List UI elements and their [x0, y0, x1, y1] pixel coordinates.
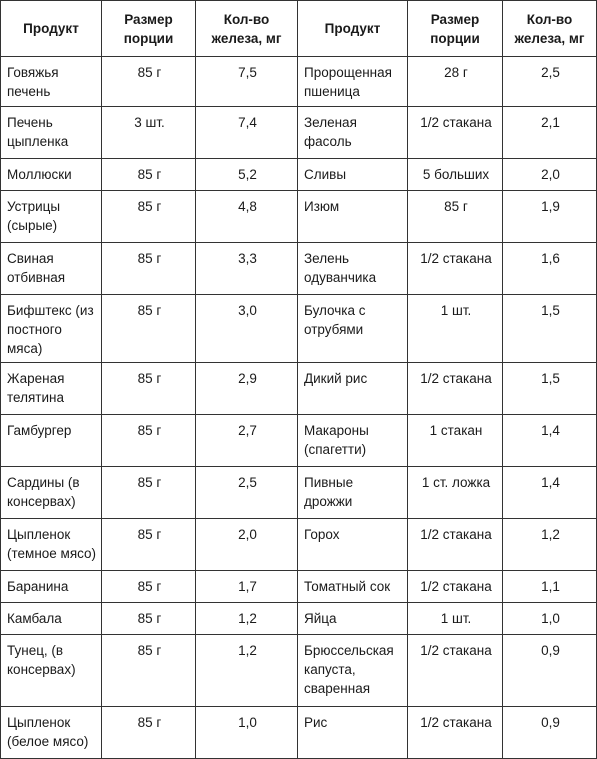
table-row	[1, 519, 597, 571]
product-cell: Тунец, (в консервах)	[1, 635, 102, 707]
portion-cell: 1/2 стакана	[408, 107, 503, 159]
iron-cell: 0,9	[503, 707, 597, 759]
iron-cell: 1,2	[503, 519, 597, 571]
portion-cell: 1 шт.	[408, 295, 503, 363]
portion-cell: 1 ст. ложка	[408, 467, 503, 519]
iron-cell: 1,5	[503, 363, 597, 415]
product-cell: Печень цыпленка	[1, 107, 102, 159]
portion-cell: 5 больших	[408, 159, 503, 191]
portion-cell: 85 г	[102, 191, 196, 243]
table-row	[1, 295, 597, 363]
product-cell: Дикий рис	[298, 363, 408, 415]
header-product: Продукт	[298, 1, 408, 57]
portion-cell: 85 г	[102, 571, 196, 603]
portion-cell: 1/2 стакана	[408, 363, 503, 415]
product-cell: Булочка с отрубями	[298, 295, 408, 363]
table-row	[1, 159, 597, 191]
iron-cell: 2,0	[196, 519, 298, 571]
table-row	[1, 467, 597, 519]
portion-cell: 85 г	[102, 467, 196, 519]
product-cell: Брюссельская капуста, сваренная	[298, 635, 408, 707]
iron-cell: 0,9	[503, 635, 597, 707]
product-cell: Цыпленок (темное мясо)	[1, 519, 102, 571]
product-cell: Изюм	[298, 191, 408, 243]
portion-cell: 3 шт.	[102, 107, 196, 159]
iron-cell: 2,9	[196, 363, 298, 415]
header-iron-mg: Кол-во железа, мг	[503, 1, 597, 57]
iron-cell: 1,6	[503, 243, 597, 295]
iron-cell: 1,2	[196, 635, 298, 707]
header-iron-mg: Кол-во железа, мг	[196, 1, 298, 57]
product-cell: Бифштекс (из постного мяса)	[1, 295, 102, 363]
header-product: Продукт	[1, 1, 102, 57]
product-cell: Пивные дрожжи	[298, 467, 408, 519]
portion-cell: 28 г	[408, 57, 503, 107]
iron-cell: 1,4	[503, 415, 597, 467]
iron-cell: 1,9	[503, 191, 597, 243]
table-row	[1, 635, 597, 707]
header-portion-size: Размер порции	[102, 1, 196, 57]
iron-cell: 2,5	[503, 57, 597, 107]
product-cell: Сардины (в консервах)	[1, 467, 102, 519]
portion-cell: 1/2 стакана	[408, 635, 503, 707]
iron-cell: 1,5	[503, 295, 597, 363]
table-row	[1, 571, 597, 603]
product-cell: Горох	[298, 519, 408, 571]
header-row	[1, 1, 597, 57]
iron-cell: 2,0	[503, 159, 597, 191]
portion-cell: 85 г	[102, 295, 196, 363]
product-cell: Гамбургер	[1, 415, 102, 467]
iron-cell: 1,0	[196, 707, 298, 759]
portion-cell: 1/2 стакана	[408, 707, 503, 759]
product-cell: Макароны (спагетти)	[298, 415, 408, 467]
iron-cell: 2,7	[196, 415, 298, 467]
iron-cell: 7,4	[196, 107, 298, 159]
table-row	[1, 363, 597, 415]
iron-cell: 1,7	[196, 571, 298, 603]
portion-cell: 85 г	[102, 363, 196, 415]
product-cell: Моллюски	[1, 159, 102, 191]
table-row	[1, 243, 597, 295]
portion-cell: 85 г	[102, 519, 196, 571]
product-cell: Устрицы (сырые)	[1, 191, 102, 243]
iron-cell: 7,5	[196, 57, 298, 107]
product-cell: Пророщенная пшеница	[298, 57, 408, 107]
portion-cell: 85 г	[102, 707, 196, 759]
product-cell: Яйца	[298, 603, 408, 635]
iron-cell: 1,2	[196, 603, 298, 635]
iron-cell: 4,8	[196, 191, 298, 243]
product-cell: Цыпленок (белое мясо)	[1, 707, 102, 759]
iron-cell: 5,2	[196, 159, 298, 191]
portion-cell: 1 шт.	[408, 603, 503, 635]
iron-cell: 1,1	[503, 571, 597, 603]
product-cell: Говяжья печень	[1, 57, 102, 107]
product-cell: Сливы	[298, 159, 408, 191]
portion-cell: 1/2 стакана	[408, 519, 503, 571]
table-row	[1, 707, 597, 759]
product-cell: Баранина	[1, 571, 102, 603]
product-cell: Томатный сок	[298, 571, 408, 603]
portion-cell: 85 г	[102, 603, 196, 635]
product-cell: Свиная отбивная	[1, 243, 102, 295]
iron-cell: 3,3	[196, 243, 298, 295]
portion-cell: 85 г	[102, 243, 196, 295]
portion-cell: 85 г	[102, 415, 196, 467]
portion-cell: 1 стакан	[408, 415, 503, 467]
product-cell: Камбала	[1, 603, 102, 635]
header-portion-size: Размер порции	[408, 1, 503, 57]
portion-cell: 1/2 стакана	[408, 571, 503, 603]
portion-cell: 85 г	[102, 159, 196, 191]
iron-cell: 2,5	[196, 467, 298, 519]
table-row	[1, 191, 597, 243]
product-cell: Жареная телятина	[1, 363, 102, 415]
iron-cell: 1,4	[503, 467, 597, 519]
product-cell: Рис	[298, 707, 408, 759]
iron-cell: 2,1	[503, 107, 597, 159]
iron-cell: 3,0	[196, 295, 298, 363]
table-row	[1, 603, 597, 635]
table-row	[1, 415, 597, 467]
portion-cell: 85 г	[408, 191, 503, 243]
table-row	[1, 107, 597, 159]
product-cell: Зелень одуванчика	[298, 243, 408, 295]
portion-cell: 85 г	[102, 57, 196, 107]
product-cell: Зеленая фасоль	[298, 107, 408, 159]
table-row	[1, 57, 597, 107]
portion-cell: 85 г	[102, 635, 196, 707]
iron-cell: 1,0	[503, 603, 597, 635]
portion-cell: 1/2 стакана	[408, 243, 503, 295]
